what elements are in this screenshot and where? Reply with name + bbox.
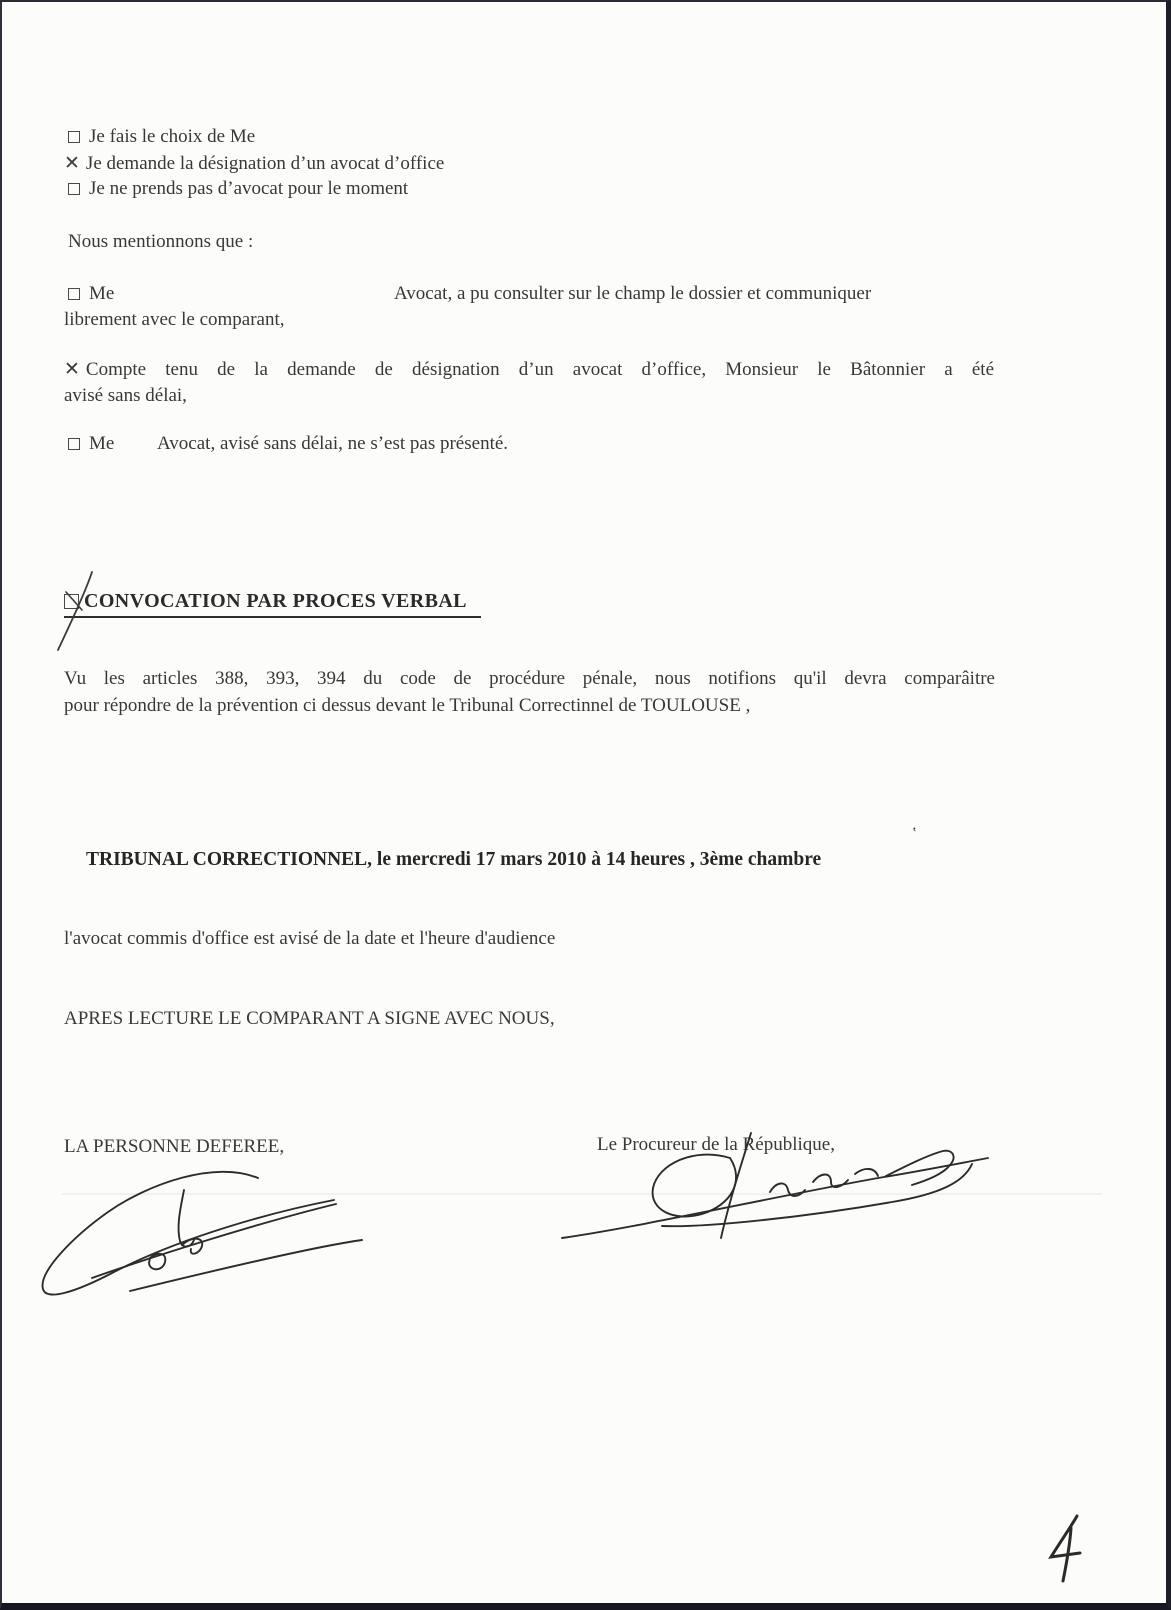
checkbox-icon <box>68 183 80 195</box>
mention3-text: Avocat, avisé sans délai, ne s’est pas présenté. <box>157 433 509 454</box>
lecture-line: APRES LECTURE LE COMPARANT A SIGNE AVEC NOUS, <box>64 1008 555 1029</box>
handwritten-page-number <box>1042 1508 1102 1588</box>
mention2-text: Compte tenu de la demande de désignation d’un avocat d’office, Monsieur le Bâtonnier a été <box>85 359 994 380</box>
signature-right-label: Le Procureur de la République, <box>597 1134 835 1155</box>
me-label: Me <box>89 433 115 454</box>
mention2-line1 <box>64 356 994 383</box>
mention2-line2: avisé sans délai, <box>64 385 187 406</box>
checkbox-icon <box>68 131 80 143</box>
stray-scan-mark: ‛ <box>912 825 917 841</box>
option-request-appointed-lawyer <box>64 150 444 177</box>
mention1-continuation: librement avec le comparant, <box>64 309 285 330</box>
mention1-checkbox-me <box>68 281 114 307</box>
signature-left-label: LA PERSONNE DEFEREE, <box>64 1136 285 1157</box>
x-mark-icon: ✕ <box>64 358 80 380</box>
signature-right <box>554 1130 994 1245</box>
heading-underline <box>64 590 481 618</box>
heading-text: CONVOCATION PAR PROCES VERBAL <box>84 590 467 612</box>
checkbox-icon <box>68 288 80 300</box>
option-label: Je fais le choix de Me <box>89 126 256 147</box>
me-label: Me <box>89 283 115 304</box>
option-choose-lawyer <box>68 124 255 150</box>
avocat-notice-line: l'avocat commis d'office est avisé de la date et l'heure d'audience <box>64 928 556 949</box>
option-label: Je demande la désignation d’un avocat d’office <box>85 153 445 174</box>
option-no-lawyer <box>68 176 408 202</box>
tribunal-hearing-line: TRIBUNAL CORRECTIONNEL, le mercredi 17 mars 2010 à 14 heures , 3ème chambre <box>86 849 822 870</box>
vu-paragraph-line2: pour répondre de la prévention ci dessus devant le Tribunal Correctinnel de TOULOUSE , <box>64 695 751 716</box>
mention1-text: Avocat, a pu consulter sur le champ le dossier et communiquer <box>394 283 872 304</box>
checkbox-icon <box>68 438 80 450</box>
mention3-checkbox-me <box>68 431 114 457</box>
vu-paragraph-line1: Vu les articles 388, 393, 394 du code de procédure pénale, nous notifions qu'il devra comparâitre <box>64 668 995 689</box>
signature-left <box>30 1160 350 1310</box>
option-label: Je ne prends pas d’avocat pour le moment <box>89 178 409 199</box>
section-heading <box>64 590 481 618</box>
mentions-intro: Nous mentionnons que : <box>68 231 254 252</box>
pen-stroke-icon <box>46 568 106 654</box>
x-mark-icon: ✕ <box>64 152 80 174</box>
